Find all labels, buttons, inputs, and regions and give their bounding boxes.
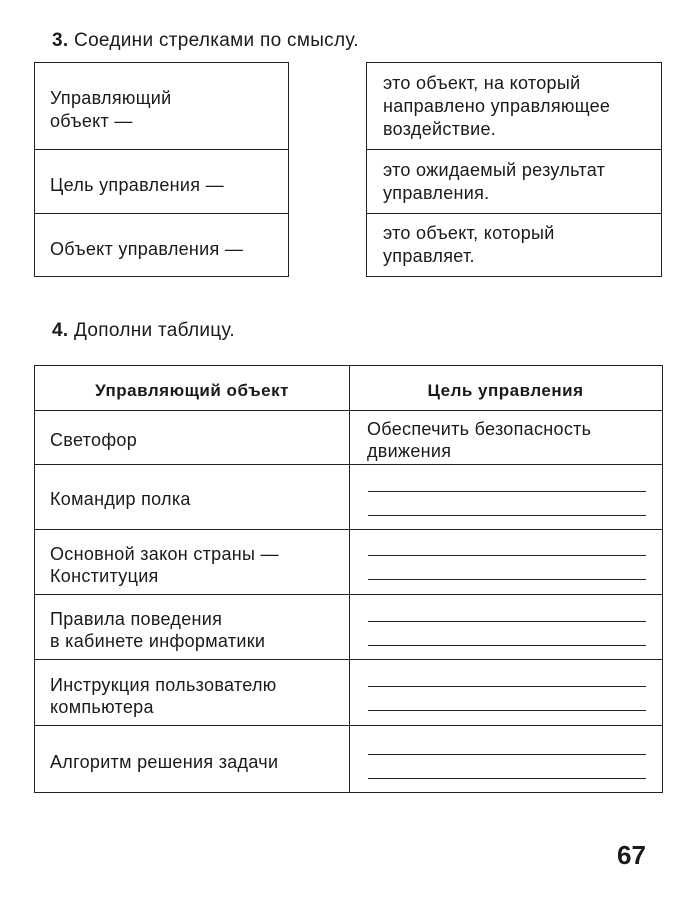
right-item-text: это объект, который [383, 223, 555, 243]
table-header-row [35, 366, 662, 410]
table-row [35, 725, 662, 791]
row-managing-object: Светофор [50, 430, 138, 450]
row-managing-object [50, 543, 340, 587]
row-managing-object-text: Основной закон страны — [50, 544, 279, 564]
left-item-controlled-object[interactable] [35, 213, 288, 275]
task-3-title [52, 30, 359, 52]
table-row [35, 659, 662, 725]
left-item-text: объект — [50, 111, 133, 131]
left-item-text: Управляющий [50, 88, 172, 108]
right-item-definition-3[interactable] [367, 213, 661, 275]
task-3-number: 3. [52, 30, 69, 51]
right-item-text: это объект, на который [383, 73, 581, 93]
row-managing-object-text: Конституция [50, 566, 159, 586]
answer-line[interactable] [368, 515, 646, 516]
answer-line[interactable] [368, 621, 646, 622]
row-managing-object-text: Инструкция пользователю [50, 675, 277, 695]
header-control-goal: Цель управления [427, 381, 584, 400]
right-item-text: воздействие. [383, 119, 497, 139]
row-managing-object-text: в кабинете информатики [50, 631, 266, 651]
right-item-text: управления. [383, 183, 490, 203]
row-control-goal [367, 418, 652, 462]
row-managing-object [50, 608, 340, 652]
task-3-instruction: Соедини стрелками по смыслу. [74, 30, 359, 51]
row-managing-object [50, 674, 340, 718]
header-managing-object: Управляющий объект [95, 381, 289, 400]
row-managing-object: Командир полка [50, 489, 191, 509]
right-item-definition-2[interactable] [367, 149, 661, 213]
row-managing-object-text: Правила поведения [50, 609, 223, 629]
left-item-managing-object[interactable] [35, 63, 288, 149]
left-item-text: Объект управления — [50, 239, 244, 259]
answer-line[interactable] [368, 555, 646, 556]
row-managing-object: Алгоритм решения задачи [50, 752, 279, 772]
answer-line[interactable] [368, 579, 646, 580]
table-row [35, 410, 662, 464]
left-item-control-goal[interactable] [35, 149, 288, 213]
right-item-text: это ожидаемый результат [383, 160, 606, 180]
answer-line[interactable] [368, 710, 646, 711]
left-item-text: Цель управления — [50, 175, 224, 195]
row-control-goal-text: Обеспечить безопасность [367, 419, 592, 439]
table-row [35, 464, 662, 529]
answer-line[interactable] [368, 686, 646, 687]
task-3-right-column [366, 62, 662, 277]
task-4-number: 4. [52, 320, 69, 341]
answer-line[interactable] [368, 778, 646, 779]
right-item-text: управляет. [383, 246, 475, 266]
answer-line[interactable] [368, 491, 646, 492]
row-managing-object-text: компьютера [50, 697, 154, 717]
page-number: 67 [617, 840, 646, 870]
table-row [35, 594, 662, 659]
task-3-left-column [34, 62, 289, 277]
row-control-goal-text: движения [367, 441, 452, 461]
answer-line[interactable] [368, 754, 646, 755]
task-4-instruction: Дополни таблицу. [74, 320, 235, 341]
answer-line[interactable] [368, 645, 646, 646]
task-4-title [52, 320, 235, 342]
task-4-table [34, 365, 663, 793]
right-item-definition-1[interactable] [367, 63, 661, 149]
table-row [35, 529, 662, 594]
right-item-text: направлено управляющее [383, 96, 611, 116]
